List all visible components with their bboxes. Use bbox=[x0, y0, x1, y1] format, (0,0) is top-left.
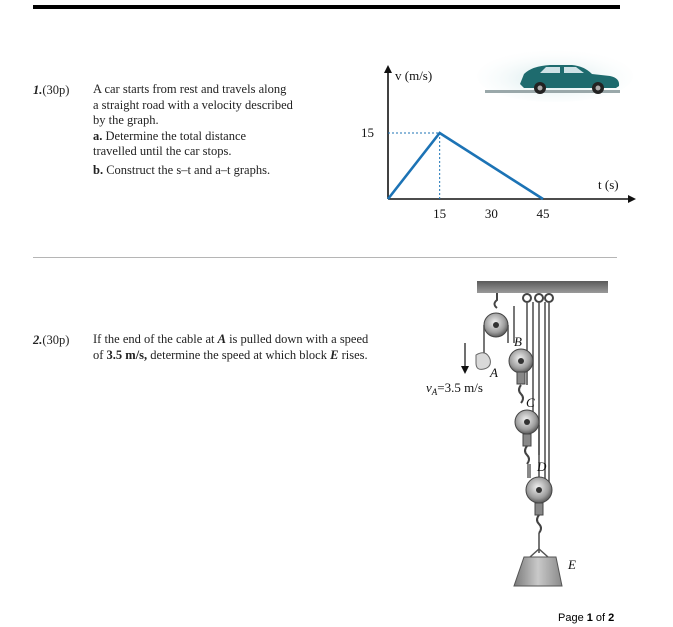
problem-2-line-2: of 3.5 m/s, determine the speed at which block E rises. bbox=[93, 347, 368, 362]
block-E bbox=[514, 557, 562, 586]
x-axis-label: t (s) bbox=[598, 177, 619, 192]
problem-1-line-1: A car starts from rest and travels along bbox=[93, 82, 287, 96]
ceiling bbox=[477, 281, 608, 293]
problem-1-line-3: by the graph. bbox=[93, 113, 159, 127]
problem-2-number: 2.(30p) bbox=[33, 333, 70, 347]
y-axis-label: v (m/s) bbox=[395, 68, 433, 83]
problem-1-number: 1.(30p) bbox=[33, 83, 70, 97]
problem-1-part-b: b. Construct the s–t and a–t graphs. bbox=[93, 162, 271, 177]
label-A: A bbox=[490, 365, 498, 380]
label-B: B bbox=[514, 334, 522, 349]
x-tick-label-45: 45 bbox=[536, 206, 550, 221]
hand-at-A bbox=[476, 353, 490, 370]
problem-2-line-1: If the end of the cable at A is pulled down with a speed bbox=[93, 332, 369, 346]
x-tick-label-30: 30 bbox=[484, 206, 498, 221]
problem-1-line-2: a straight road with a velocity described bbox=[93, 97, 293, 112]
label-E: E bbox=[568, 557, 576, 572]
problem-1-part-a-line-1: a. Determine the total distance bbox=[93, 128, 247, 143]
y-tick-label-15: 15 bbox=[361, 125, 374, 140]
label-C: C bbox=[526, 395, 535, 410]
velocity-label: $v_A=3.5$ m/s bbox=[426, 380, 483, 397]
page-footer: Page 1 of 2 bbox=[558, 612, 615, 624]
x-tick-label-15: 15 bbox=[433, 206, 447, 221]
problem-1-part-a-line-2: travelled until the car stops. bbox=[93, 144, 232, 158]
label-D: D bbox=[537, 459, 547, 474]
